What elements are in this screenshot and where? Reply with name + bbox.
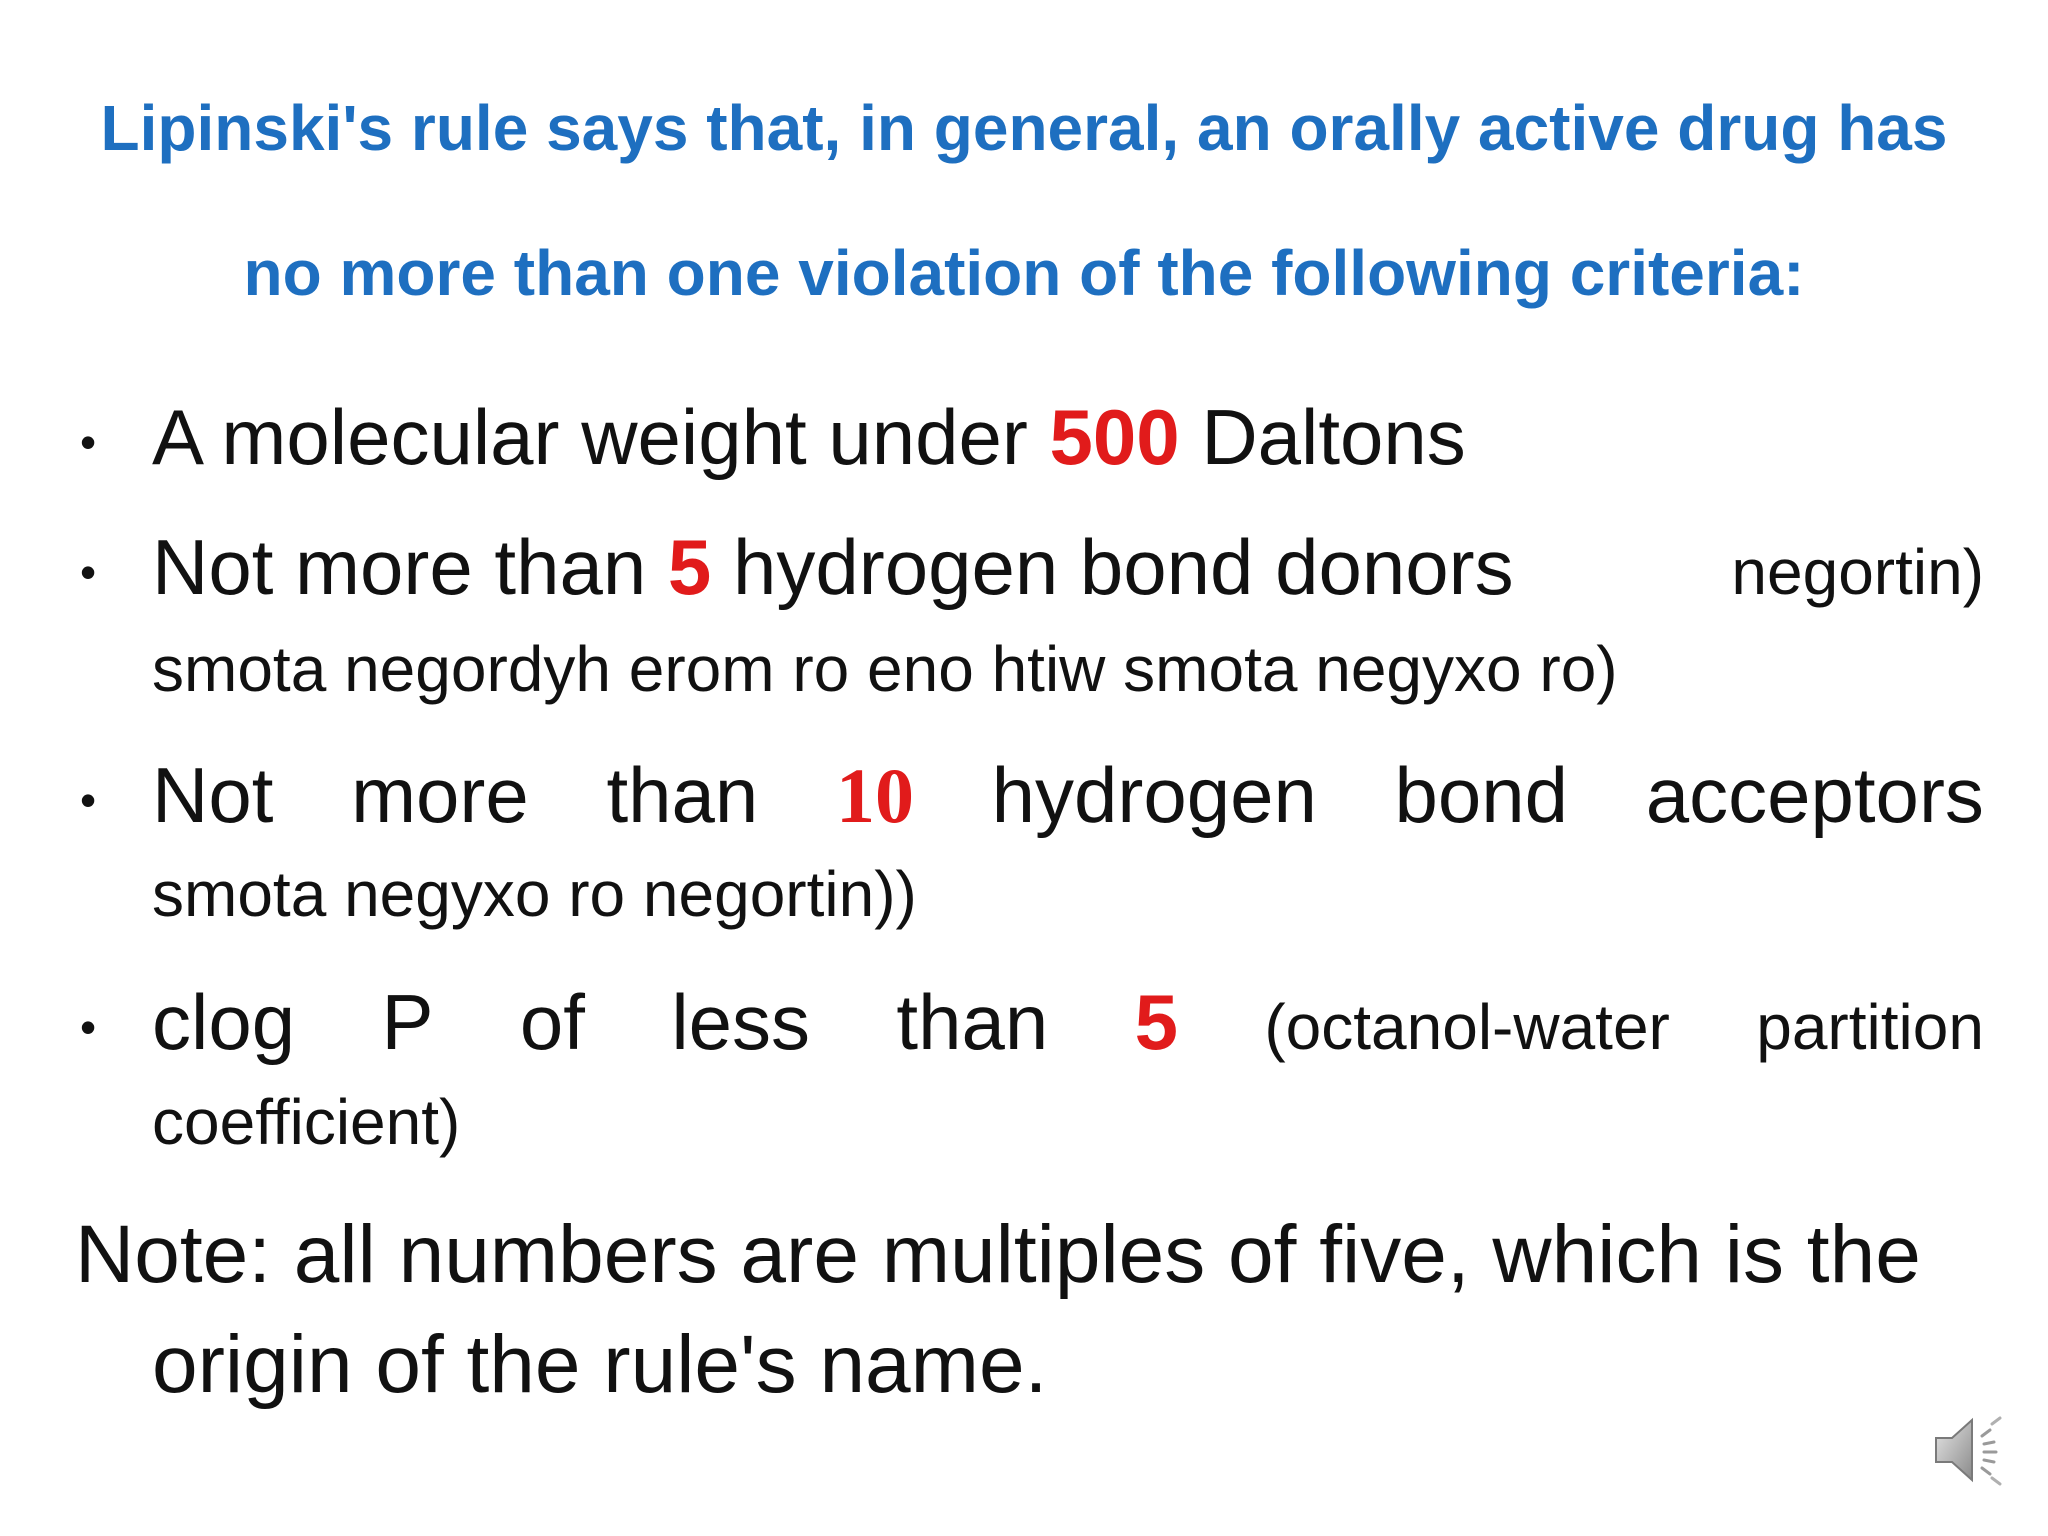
bullet-marker: • xyxy=(80,416,97,468)
criterion-2-tail: negortin) xyxy=(1731,536,1984,608)
criterion-4-word: less xyxy=(671,978,811,1066)
criterion-3-word: more xyxy=(351,751,529,839)
criterion-4-word: (octanol-water xyxy=(1264,991,1670,1063)
criterion-4-line-1 xyxy=(152,977,1984,1068)
criterion-3-word: Not xyxy=(152,751,274,839)
criterion-2-main xyxy=(152,522,1514,613)
criterion-4-word: clog xyxy=(152,978,296,1066)
speaker-icon[interactable] xyxy=(1930,1410,2020,1490)
criterion-3-word: than xyxy=(606,751,759,839)
criterion-4-number: 5 xyxy=(1134,978,1178,1066)
criterion-2-line-1 xyxy=(152,522,1984,613)
note-line-2: origin of the rule's name. xyxy=(152,1319,1048,1410)
criterion-4-word: P xyxy=(381,978,434,1066)
criterion-3-number: 10 xyxy=(835,752,914,839)
criterion-3-line-1 xyxy=(152,750,1984,841)
bullet-marker: • xyxy=(80,546,97,598)
criterion-2-number: 5 xyxy=(667,523,712,611)
criterion-1-text-before: A molecular weight under xyxy=(152,393,1028,481)
criterion-1-number: 500 xyxy=(1049,393,1180,481)
criterion-2-line-2: smota negordyh erom ro eno htiw smota negyxo ro) xyxy=(152,633,1618,705)
criterion-2-text-before: Not more than xyxy=(152,523,647,611)
criterion-1-text-after: Daltons xyxy=(1201,393,1466,481)
criterion-4-word: of xyxy=(519,978,585,1066)
heading-line-2: no more than one violation of the following criteria: xyxy=(243,237,1805,309)
criterion-4-line-2: coefficient) xyxy=(152,1086,461,1158)
criterion-3-line-2: smota negyxo ro negortin)) xyxy=(152,858,917,930)
criterion-2-text-after: hydrogen bond donors xyxy=(732,523,1514,611)
note-line-1: Note: all numbers are multiples of five, which is the xyxy=(75,1209,1921,1300)
criterion-4-word: than xyxy=(896,978,1049,1066)
heading-line-1: Lipinski's rule says that, in general, an orally active drug has xyxy=(100,92,1948,164)
criterion-3-word: hydrogen xyxy=(991,751,1317,839)
bullet-marker: • xyxy=(80,774,97,826)
criterion-1-line-1 xyxy=(152,392,1984,483)
criterion-3-word: acceptors xyxy=(1645,751,1984,839)
criterion-3-word: bond xyxy=(1394,751,1569,839)
criterion-4-word: partition xyxy=(1756,991,1984,1063)
bullet-marker: • xyxy=(80,1001,97,1053)
